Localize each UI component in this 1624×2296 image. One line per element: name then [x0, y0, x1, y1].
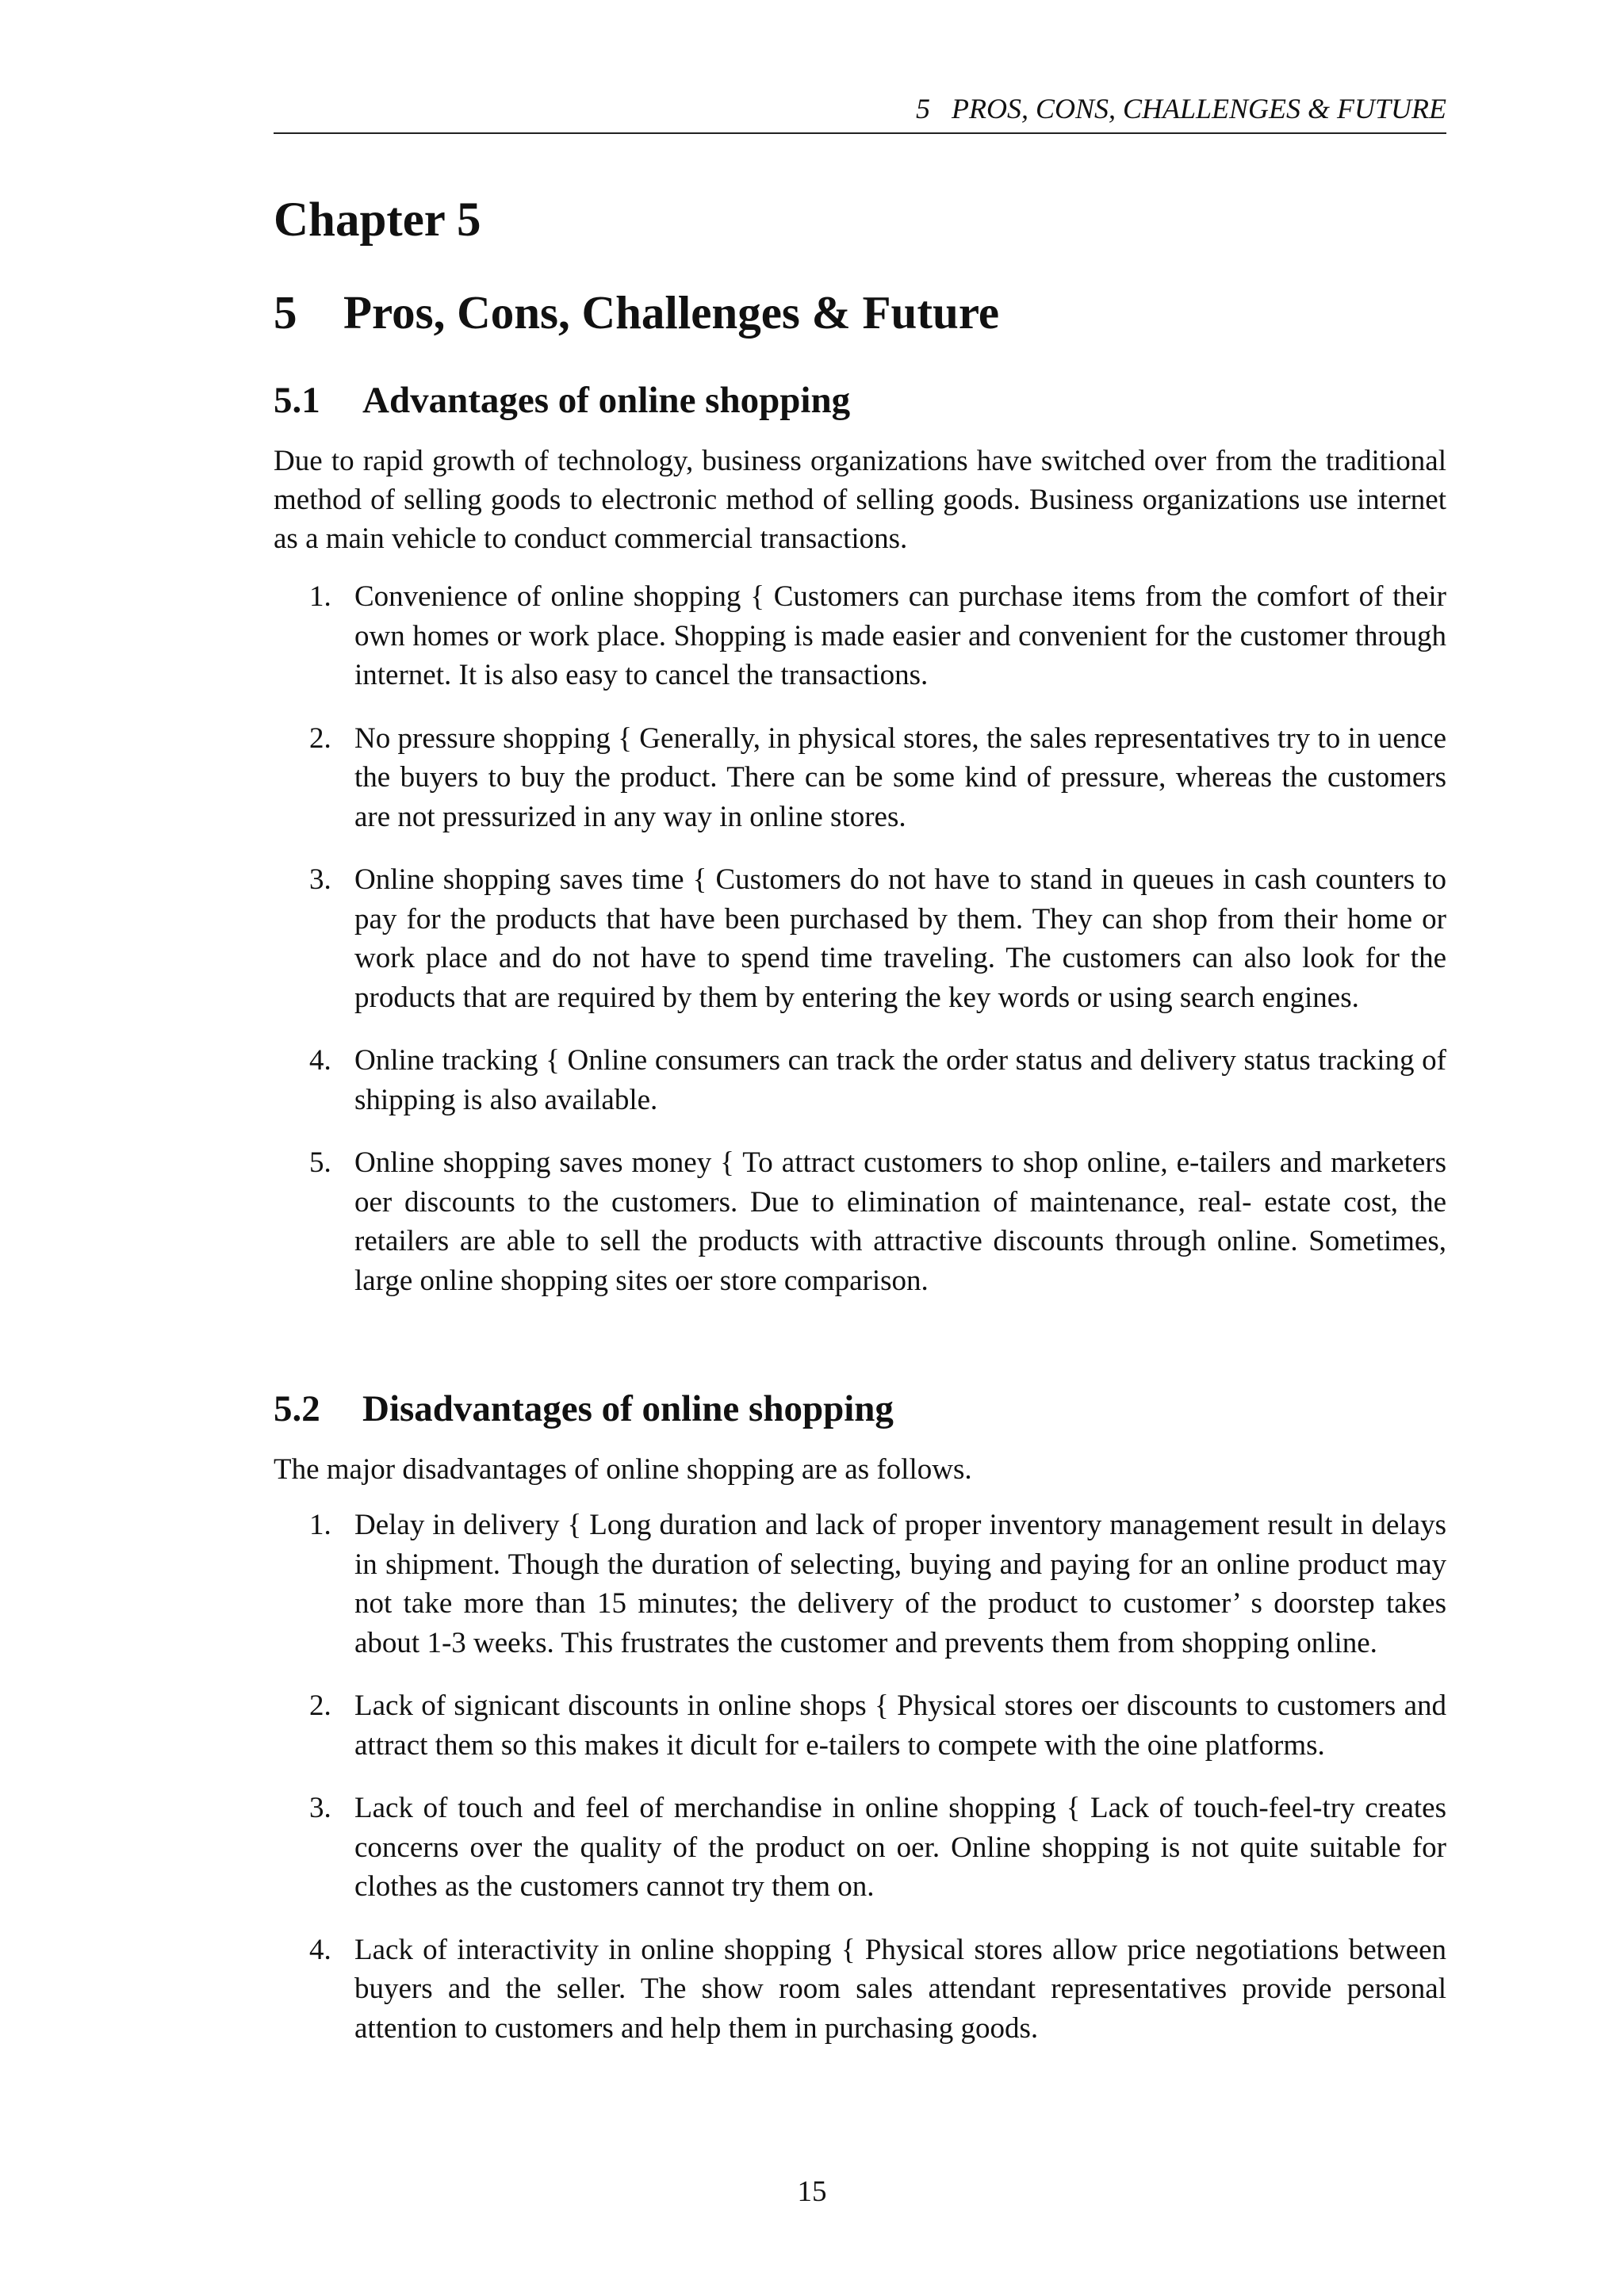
subsection-number: 5.1 — [274, 380, 320, 421]
list-marker: 3. — [309, 1792, 331, 1824]
list-item — [274, 1041, 1446, 1119]
subsection-title-advantages — [274, 377, 850, 424]
subsection-title-disadvantages — [274, 1385, 894, 1433]
list-marker: 4. — [309, 1044, 331, 1077]
list-item — [274, 577, 1446, 695]
list-item-text: Lack of signicant discounts in online shops { Physical stores oer discounts to customers and attract them so this makes it dicult for e-tailers to compete with the oine platforms. — [354, 1689, 1446, 1762]
list-item — [274, 1506, 1446, 1663]
subsection-title-text: Disadvantages of online shopping — [362, 1388, 894, 1429]
list-item-text: Online tracking { Online consumers can track the order status and delivery status tracking of shipping is also available. — [354, 1044, 1446, 1116]
list-marker: 2. — [309, 721, 331, 755]
advantages-list — [274, 577, 1446, 1324]
list-marker: 5. — [309, 1146, 331, 1179]
list-marker: 1. — [309, 580, 331, 613]
disadvantages-intro: The major disadvantages of online shopping are as follows. — [274, 1453, 972, 1486]
list-marker: 2. — [309, 1689, 331, 1722]
list-marker: 1. — [309, 1509, 331, 1541]
list-item — [274, 860, 1446, 1017]
section-title — [274, 281, 999, 344]
list-item — [274, 1143, 1446, 1300]
list-item-text: Online shopping saves time { Customers do not have to stand in queues in cash counters to pay for the products that have been purchased by them. They can shop from their home or work place and do not have to spend time traveling. The customers can also look for the products that are required by them by entering the key words or using search engines. — [354, 863, 1446, 1014]
list-item — [274, 719, 1446, 837]
subsection-title-text: Advantages of online shopping — [362, 380, 851, 421]
list-item-text: Convenience of online shopping { Customers can purchase items from the comfort of their own homes or work place. Shopping is made easier and convenient for the customer through internet. It is also easy to cancel the transactions. — [354, 580, 1446, 691]
list-item-text: Delay in delivery { Long duration and lack of proper inventory management result in delays in shipment. Though the duration of selecting, buying and paying for an online product may not take more than 15 minutes; the delivery of the product to customer’ s doorstep takes about 1-3 weeks. This frustrates the customer and prevents them from shopping online. — [354, 1509, 1446, 1659]
list-item-text: No pressure shopping { Generally, in physical stores, the sales representatives try to in uence the buyers to buy the product. There can be some kind of pressure, whereas the customers are not pressurized in any way in online stores. — [354, 721, 1446, 833]
list-marker: 3. — [309, 863, 331, 896]
list-item — [274, 1931, 1446, 2049]
list-item-text: Lack of interactivity in online shopping { Physical stores allow price negotiations between buyers and the seller. The show room sales attendant representatives provide personal attention to customers and help them in purchasing goods. — [354, 1933, 1446, 2045]
list-item-text: Lack of touch and feel of merchandise in online shopping { Lack of touch-feel-try creates concerns over the quality of the product on oer. Online shopping is not quite suitable for clothes as the customers cannot try them on. — [354, 1792, 1446, 1903]
section-title-text: Pros, Cons, Challenges & Future — [343, 286, 1000, 339]
subsection-number: 5.2 — [274, 1388, 320, 1429]
running-head: 5 PROS, CONS, CHALLENGES & FUTURE — [915, 93, 1446, 124]
list-item-text: Online shopping saves money { To attract customers to shop online, e-tailers and marketers oer discounts to the customers. Due to elimination of maintenance, real- estate cost, the retailers are able to sell the products with attractive discounts through online. Sometimes, large online shopping sites oer store comparison. — [354, 1146, 1446, 1297]
header-rule — [274, 132, 1446, 134]
page-number: 15 — [797, 2175, 827, 2208]
disadvantages-list — [274, 1506, 1446, 2072]
section-number: 5 — [274, 286, 297, 339]
list-item — [274, 1686, 1446, 1765]
chapter-title: Chapter 5 — [274, 193, 481, 247]
list-item — [274, 1789, 1446, 1907]
advantages-intro: Due to rapid growth of technology, business organizations have switched over from the traditional method of selling goods to electronic method of selling goods. Business organizations use internet as a main vehicle to conduct commercial transactions. — [274, 445, 1446, 555]
list-marker: 4. — [309, 1933, 331, 1966]
